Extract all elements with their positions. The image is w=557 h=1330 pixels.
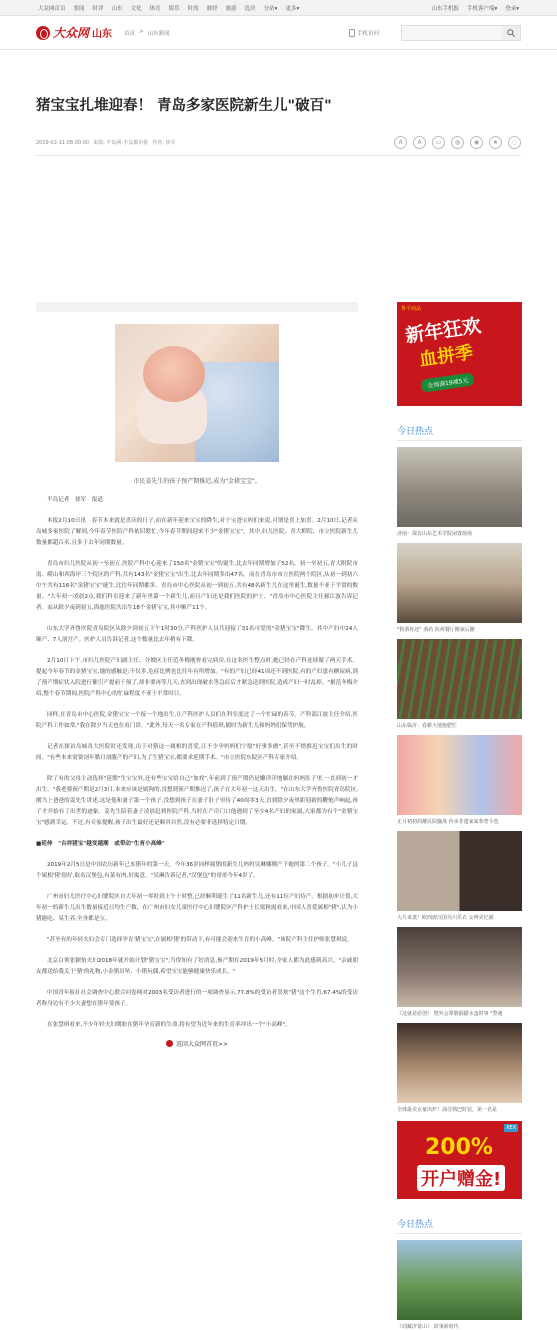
search-button[interactable]: [502, 26, 520, 40]
article-author: 作者: 徐军: [152, 140, 176, 146]
photo-caption: 市民姜先生的孩子预产期推迟,成为"金猪宝宝"。: [133, 478, 261, 485]
hot-item-caption[interactable]: 山东临沂：春耕大地施肥忙: [397, 723, 458, 729]
top-nav-bar: [0, 0, 557, 16]
article-paragraph: 广州市妇儿医疗中心妇婴院区自大年初一零时到上午十时整,已经顺利诞生了11名新生儿,还有11位产妇待产。根据初步计算,大年初一的新生儿出生数量接近日均生产数。在广州市妇女儿童医疗中心妇婴院区产科护士长梁秋霞看来,中国人喜爱属相"猪",认为小猪能吃、易生养,全身都是宝。: [36, 894, 358, 922]
article-paragraph: "甚至有的年轻夫妇会专门选择孕育'猪宝宝',在属相'猪'的带动下,有可能会迎来生育的小高峰。"该院产科主任护师张慧琪说。: [47, 937, 353, 943]
hot-item-image[interactable]: [397, 543, 522, 623]
ad2-small: 开户赠金!: [417, 1165, 505, 1191]
weibo-icon[interactable]: ◉: [470, 136, 483, 149]
hot-today-title-2: 今日热点: [397, 1217, 522, 1234]
hot-item-caption[interactable]: 全球最美女童出炉！油岔熟巴时装，第一名是: [397, 1107, 498, 1113]
nav-travel[interactable]: 旅游: [225, 5, 237, 12]
nav-sports[interactable]: 体育: [149, 5, 161, 12]
article-source: 来源: 半岛网-半岛都市报: [93, 140, 149, 146]
article-paragraph: 半岛记者 徐军 报道: [47, 497, 103, 503]
article-paragraph: 除了有的父母主动选择"延期"生宝宝外,还有些宝宝给自己"加戏",年前到了预产期仍是懒洋洋地躺在妈妈肚子里,一直到初一才出生。"我老婆预产期是2月3日,本来应该是属狗的,没想到预产期推迟了,孩子在大年初一这天出生。"在山东大学齐鲁医院青岛院区,刚当上爸爸的姜先生讲述,这是他和妻子第一个孩子,没想到孩子在妻子肚子里待了40周零3天,直到除夕夜里距迎新的鞭炮声响起,孩子才开始有了出世的迹象。姜先生陪着妻子凌晨赶到医院产科,当时在产房门口他遇到了至少4名产妇的家属,大家都为有个"金猪宝宝"感到幸运。不过,有专家提醒,孩子出生最好还是顺其自然,没有必要非选择特定日期。: [36, 776, 358, 826]
article-date: 2019-02-11 08:00:00: [36, 139, 90, 146]
article-paragraph: 北京白领张颖怡夫妇2018年就开始计划"猪宝宝",当得知有了好消息,预产期在2019年5月时,全家人都为此感到高兴。"亲戚朋友都送给我关于'猪'的礼物,小金猪吊坠、小猪玩偶,希望宝宝能够健康快乐成长。": [36, 958, 358, 975]
mobile-access-label: 手机访问: [356, 30, 379, 37]
nav-house[interactable]: 选房: [244, 5, 256, 12]
sidebar-ad-forex[interactable]: [397, 1121, 522, 1199]
photo-baby-face: [143, 346, 205, 402]
breadcrumb-home[interactable]: 首页: [124, 30, 136, 37]
comment-icon[interactable]: ◌: [508, 136, 521, 149]
article-photo: [115, 324, 279, 462]
font-increase-icon[interactable]: A: [394, 136, 407, 149]
nav-mobile-paper[interactable]: 山东手机报: [431, 5, 459, 12]
hot-item-caption[interactable]: 大片来袭！欧西唐汉国吴川乐衣 女神美忆圈: [397, 915, 494, 921]
sidebar-ad-banner[interactable]: [397, 302, 522, 406]
search-icon: [507, 29, 515, 37]
print-icon[interactable]: ▭: [432, 136, 445, 149]
logo-icon: [36, 26, 50, 40]
logo-text: 大众网: [53, 26, 90, 40]
nav-app[interactable]: 手机客户端▾: [466, 5, 498, 12]
qzone-icon[interactable]: ★: [489, 136, 502, 149]
article-meta: [0, 136, 557, 149]
article-subheading: ■延伸 "吉祥猪宝"越变越潮 或带动"生育小高峰": [36, 841, 165, 847]
ad2-big: 200%: [425, 1135, 493, 1160]
hot-item-image[interactable]: [397, 639, 522, 719]
nav-finance[interactable]: 财经: [206, 5, 218, 12]
title-divider: [36, 155, 521, 156]
nav-login[interactable]: 登录▾: [505, 5, 519, 12]
nav-more[interactable]: 更多▾: [285, 5, 300, 12]
hot-item-image[interactable]: [397, 1240, 522, 1320]
hot-item-caption[interactable]: 正月初初润蘸民院鏖战 传承非遗家家参普斗苞: [397, 819, 499, 825]
ad-line1: 新年狂欢: [404, 314, 483, 348]
article-title: 猪宝宝扎堆迎春！ 青岛多家医院新生儿"破百": [36, 98, 332, 114]
hot-item-image[interactable]: [397, 927, 522, 1007]
home-logo-icon: [166, 1040, 173, 1047]
article-paragraph: 在张慧琪看来,不少年轻夫妇期盼在猪年孕育新的生命,将有望为近年来的生育率冲出一个"小高峰"。: [47, 1022, 291, 1028]
ad-line2: 血拼季: [418, 342, 475, 371]
article-paragraph: 中国青年报社社会调查中心联合问卷网对2003名受访者进行的一项调查显示,77.8%的受访者喜欢"猪"这个生肖,67.4%的受访者称身边有不少夫妻想在猪年要孩子。: [36, 990, 358, 1007]
sidebar: [397, 302, 522, 1330]
article-paragraph: 记者在探访岛城各大医院时还发现,出于对猪这一属相的喜爱,让不少孕妈妈们宁愿"好事多磨",甚至不惜推迟宝宝们出生的时间。"有些本来需要剖年腊月剖腹产的产妇,为了生猪宝宝,都要求延期手术。"市立医院东院区产科专家介绍。: [36, 744, 358, 761]
nav-ent[interactable]: 娱乐: [168, 5, 180, 12]
wechat-icon[interactable]: ◍: [451, 136, 464, 149]
nav-branch[interactable]: 分站▾: [263, 5, 278, 12]
hot-item-caption[interactable]: 济南：探访山东艺术学院闲置现场: [397, 531, 473, 537]
nav-comment[interactable]: 时评: [92, 5, 104, 12]
site-logo[interactable]: [36, 24, 112, 41]
article-paragraph: 本报2月10日讯 春节本来就是喜庆的日子,而在新年迎来宝宝的降生,对于宝爸宝妈们来说,可谓是喜上加喜。2月10日,记者从岛城多家医院了解到,今年春节医院产科依旧繁忙,今年春节期间迎来不少"金猪宝宝"。其中,妇儿医院、青大附院、市立医院新生儿数量都超百名,且多于去年同期数量。: [36, 518, 358, 546]
hot-item-image[interactable]: [397, 831, 522, 911]
article-paragraph: 同样,在青岛市中心医院,金猪宝宝一个接一个地出生,让产科医护人员们在科室度过了一个忙碌的春节。产科部江波主任介绍,医院产科工作如常,"我在除夕当天也在看门诊。"此外,每天一名专家在产科值班,随时为新生儿和妈妈们保驾护航。: [36, 712, 358, 729]
nav-fashion[interactable]: 时尚: [187, 5, 199, 12]
hot-item-image[interactable]: [397, 735, 522, 815]
photo-blanket: [195, 362, 279, 462]
hot-item-image[interactable]: [397, 447, 522, 527]
hot-item-caption[interactable]: 《周藏沂蒙山》 故事新时代: [397, 1324, 459, 1330]
font-decrease-icon[interactable]: A: [413, 136, 426, 149]
breadcrumb-sep: >: [139, 28, 144, 35]
article-paragraph: 2月10日下午,市妇儿医院产妇副主任、分娩区主任范冬梅刚查看完病房,在这名医生整点时,她已经在产科连续做了两天手术。提起今年春节的金猪宝宝,她的感触是:不仅多,危症比例也比往年有所增加。"有的产妇已经41周还不到医院,有的产妇患有糖尿病,到了预产期症状入院进行催引产提前干预了,却非要再等几天,直到出现破水等急症后才紧急送到医院,造成产妇一时乱掉。"据范冬梅介绍,整个春节期间,医院产科中心的忙碌程度不亚于平常时日。: [36, 658, 358, 697]
hot-today-title: 今日热点: [397, 424, 522, 441]
site-header: [0, 16, 557, 50]
back-home-link[interactable]: [36, 1039, 358, 1048]
ad-line3: 全场满19减5元: [420, 372, 475, 392]
nav-news[interactable]: 要闻: [73, 5, 85, 12]
breadcrumb: [124, 29, 170, 37]
article-paragraph: 青岛市妇儿医院从初一至初五,医院产科中心迎来了150名"金猪宝宝"的诞生,比去年同期增加了52名。初一至初五,青大附院市南、崂山和西海岸三个院区的产科,共有143名"金猪宝宝"出生,比去年同期多出47名。而在青岛市市立医院两个院区,从初一到初六中午共有116名"金猪宝宝"诞生,比往年同期都多。青岛市中心医院从初一到初五,共有48名新生儿在这里诞生,数量不亚于平常的数量。"大年初一凌晨2点,我们科室迎来了新年里第一个新生儿,而且产妇还是我们医院的护士。"青岛市中心医院主任郝江波告诉记者。而从除夕夜到初五,海慈医院共出生18个金猪宝宝,其中顺产11个。: [36, 561, 358, 611]
nav-shandong[interactable]: 山东: [111, 5, 123, 12]
article-paragraph: 2019年2月5日是中国农历新年己亥猪年的第一天。今年36岁同样属猪的新生儿妈妈吴琳娜刚产下她的第二个孩子。"小儿子这个属相'猪'很好,取名汉堡包,有菜有肉,好寓意。"吴琳告诉记者,"汉堡包"的哥哥今年4岁了。: [36, 862, 358, 879]
nav-culture[interactable]: 文化: [130, 5, 142, 12]
nav-home[interactable]: 大众网首页: [38, 5, 66, 12]
article-body: [36, 302, 358, 1048]
article-grey-bar: [36, 302, 358, 312]
share-bar: [394, 136, 521, 149]
ad-brand: 鲁平商品: [401, 306, 422, 312]
article-paragraph: 山东大学齐鲁医院青岛院区从除夕到初五下午1时30分,产科医护人员共迎接了31名可爱的"金猪宝宝"降生。其中产妇中24人顺产、7人剖宫产。医护人员告诉记者,这个数量比去年稍有下降。: [36, 626, 358, 643]
phone-icon: [349, 29, 355, 37]
hot-item-image[interactable]: [397, 1023, 522, 1103]
back-home-label: 返回大众网首页>>: [175, 1041, 229, 1048]
ad2-tag: XEX: [505, 1125, 516, 1131]
hot-item-caption[interactable]: "假酒你还" 酒药 杭州餐厅搬家后撤: [397, 627, 475, 633]
breadcrumb-section[interactable]: 山东新闻: [147, 30, 170, 37]
hot-item-caption[interactable]: 《这就是原创》 暨外会尊敬隔猫水蛮时事 "警遇: [397, 1011, 503, 1017]
logo-city: 山东: [92, 29, 113, 40]
search-box[interactable]: [401, 25, 521, 41]
mobile-access[interactable]: [349, 29, 379, 37]
